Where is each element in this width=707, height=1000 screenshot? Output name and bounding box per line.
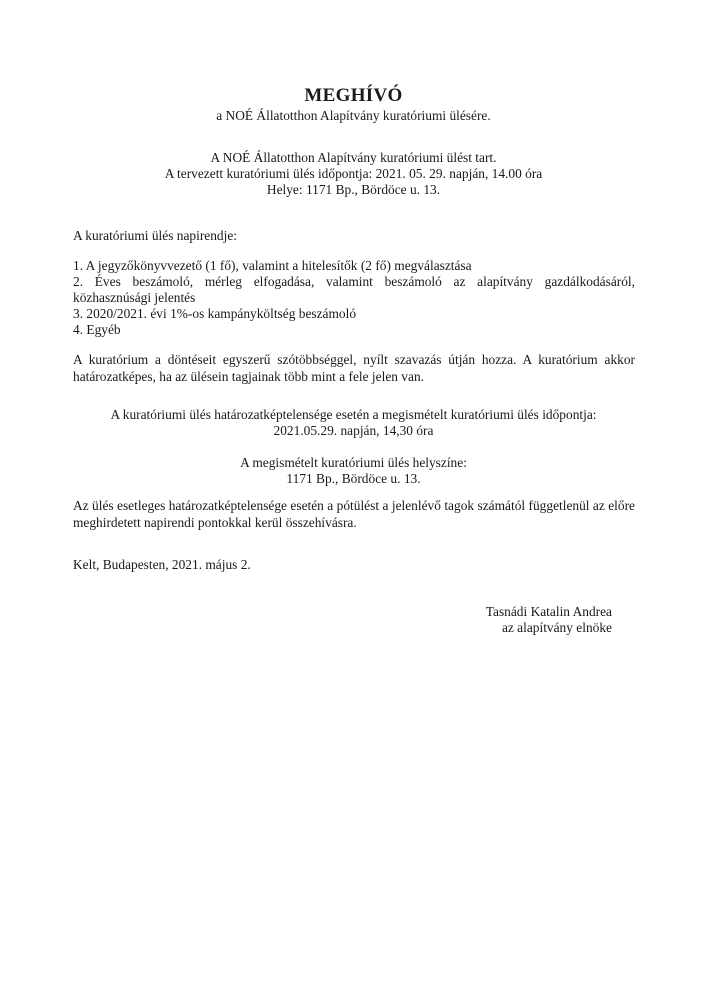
agenda-item-1: 1. A jegyzőkönyvvezető (1 fő), valamint a hitelesítők (2 fő) megválasztása xyxy=(73,258,472,273)
dateline: Kelt, Budapesten, 2021. május 2. xyxy=(73,557,251,572)
announcement-line-1: A NOÉ Állatotthon Alapítvány kuratóriumi ülést tart. xyxy=(210,150,497,165)
repeat-meeting-time xyxy=(0,407,707,439)
repeat-meeting-line-1: A kuratóriumi ülés határozatképtelensége esetén a megismételt kuratóriumi ülés időpontja: xyxy=(110,407,597,422)
repeat-paragraph: Az ülés esetleges határozatképtelensége esetén a pótülést a jelenlévő tagok számától függetlenül az előre meghirdetett napirendi pontokkal kerül összehívásra. xyxy=(73,498,635,530)
announcement xyxy=(0,150,707,198)
announcement-line-2: A tervezett kuratóriumi ülés időpontja: 2021. 05. 29. napján, 14.00 óra xyxy=(164,166,543,181)
repeat-location-label: A megismételt kuratóriumi ülés helyszíne: xyxy=(240,455,467,470)
document-title: MEGHÍVÓ xyxy=(304,85,403,106)
agenda-heading: A kuratóriumi ülés napirendje: xyxy=(73,228,237,243)
agenda-list xyxy=(73,258,635,338)
signature-role: az alapítvány elnöke xyxy=(501,620,612,635)
announcement-line-3: Helye: 1171 Bp., Bördöce u. 13. xyxy=(266,182,441,197)
signature-name: Tasnádi Katalin Andrea xyxy=(485,604,612,619)
repeat-location-value: 1171 Bp., Bördöce u. 13. xyxy=(286,471,421,486)
repeat-meeting-line-2: 2021.05.29. napján, 14,30 óra xyxy=(273,423,434,438)
repeat-meeting-location xyxy=(0,455,707,487)
agenda-item-2: 2. Éves beszámoló, mérleg elfogadása, valamint beszámoló az alapítvány gazdálkodásáról, közhasznúsági jelentés xyxy=(73,274,635,305)
signature-block xyxy=(486,604,612,636)
agenda-item-3: 3. 2020/2021. évi 1%-os kampányköltség beszámoló xyxy=(73,306,357,321)
document-subtitle: a NOÉ Állatotthon Alapítvány kuratóriumi ülésére. xyxy=(216,108,491,123)
decision-paragraph: A kuratórium a döntéseit egyszerű szótöbbséggel, nyílt szavazás útján hozza. A kuratórium akkor határozatképes, ha az ülésein tagjainak több mint a fele jelen van. xyxy=(73,352,635,384)
agenda-item-4: 4. Egyéb xyxy=(73,322,121,337)
